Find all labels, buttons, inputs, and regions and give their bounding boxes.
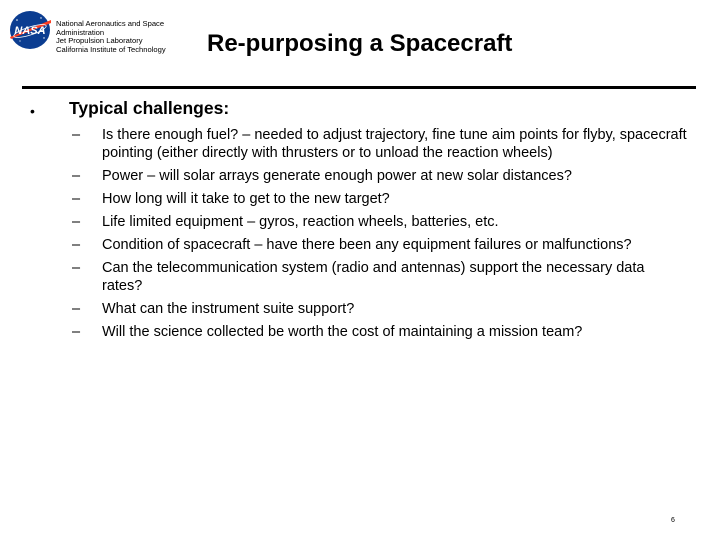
list-item [72, 236, 687, 254]
org-line: National Aeronautics and Space [56, 19, 165, 28]
list-item [72, 167, 687, 185]
list-item-text: Power – will solar arrays generate enough power at new solar distances? [102, 168, 572, 184]
list-item-text: Is there enough fuel? – needed to adjust trajectory, fine tune aim points for flyby, spacecraft pointing (either directly with thrusters or to unload the reaction wheels) [102, 127, 687, 161]
org-line: California Institute of Technology [56, 44, 166, 54]
bullet-marker: • [30, 103, 35, 119]
list-item [72, 323, 687, 341]
list-item-text: Condition of spacecraft – have there been any equipment failures or malfunctions? [102, 237, 632, 253]
list-item [72, 126, 687, 162]
list-item-text: Life limited equipment – gyros, reaction wheels, batteries, etc. [102, 214, 499, 230]
org-line: Administration [56, 27, 105, 37]
organization-name [56, 20, 196, 54]
list-item-text: How long will it take to get to the new target? [102, 191, 390, 207]
section-heading: Typical challenges: [69, 98, 230, 118]
dash-marker: – [72, 237, 81, 253]
svg-text:NASA: NASA [14, 25, 46, 37]
list-item-text: What can the instrument suite support? [102, 301, 355, 317]
dash-marker: – [72, 324, 81, 340]
list-item [72, 259, 687, 295]
page-number: 6 [671, 517, 675, 524]
list-item-text: Can the telecommunication system (radio and antennas) support the necessary data rates? [102, 260, 645, 294]
title-divider [22, 86, 696, 89]
list-item [72, 300, 687, 318]
slide-title: Re-purposing a Spacecraft [207, 30, 513, 57]
dash-marker: – [72, 127, 81, 143]
list-item [72, 213, 687, 231]
nasa-logo-icon [8, 10, 52, 50]
list-item [72, 190, 687, 208]
org-line: Jet Propulsion Laboratory [56, 36, 143, 46]
challenge-list [72, 126, 687, 346]
dash-marker: – [72, 214, 81, 230]
dash-marker: – [72, 301, 81, 317]
dash-marker: – [72, 168, 81, 184]
dash-marker: – [72, 260, 81, 276]
dash-marker: – [72, 191, 81, 207]
list-item-text: Will the science collected be worth the cost of maintaining a mission team? [102, 324, 583, 340]
